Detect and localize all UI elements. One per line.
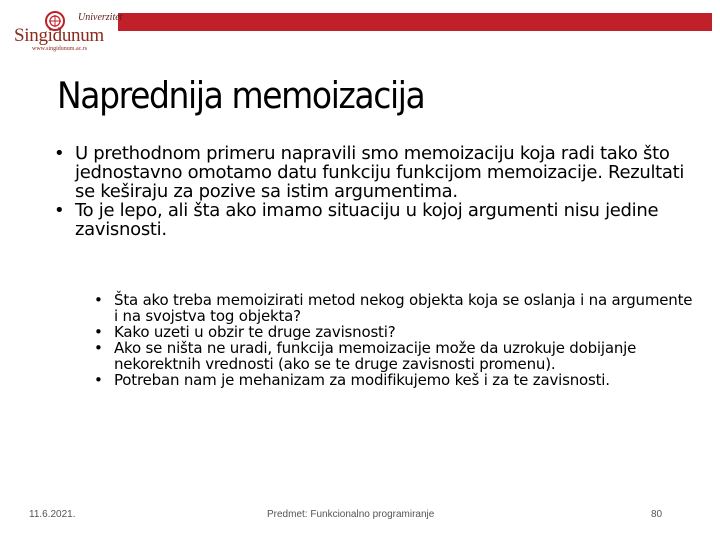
slide-title: Naprednija memoizacija: [57, 74, 425, 117]
footer-date: 11.6.2021.: [29, 509, 76, 520]
logo-name-text: Singidunum: [14, 25, 104, 46]
university-logo: [10, 8, 123, 54]
footer-page-number: 80: [651, 509, 663, 520]
header-accent-bar: [118, 13, 712, 31]
sub-bullet-item: • Ako se ništa ne uradi, funkcija memoizacije može da uzrokuje dobijanje nekorektnih vrednosti (ako se te druge zavisnosti promenu).: [94, 340, 694, 372]
logo-univerzitet-text: Univerzitet: [78, 12, 123, 23]
logo-url-text: www.singidunum.ac.rs: [32, 46, 88, 52]
bullet-item: • U prethodnom primeru napravili smo memoizaciju koja radi tako što jednostavno omotamo datu funkciju funkcijom memoizacije. Rezultati se keširaju za pozive sa istim argumentima.: [54, 144, 694, 201]
bullet-item: • To je lepo, ali šta ako imamo situaciju u kojoj argumenti nisu jedine zavisnosti.: [54, 201, 694, 239]
main-bullet-list: [54, 144, 694, 239]
footer-subject: Predmet: Funkcionalno programiranje: [267, 509, 435, 520]
sub-bullet-item: • Potreban nam je mehanizam za modifikujemo keš i za te zavisnosti.: [94, 372, 694, 388]
sub-bullet-list: [94, 292, 694, 388]
sub-bullet-item: • Kako uzeti u obzir te druge zavisnosti?: [94, 324, 694, 340]
sub-bullet-item: • Šta ako treba memoizirati metod nekog objekta koja se oslanja i na argumente i na svojstva tog objekta?: [94, 292, 694, 324]
